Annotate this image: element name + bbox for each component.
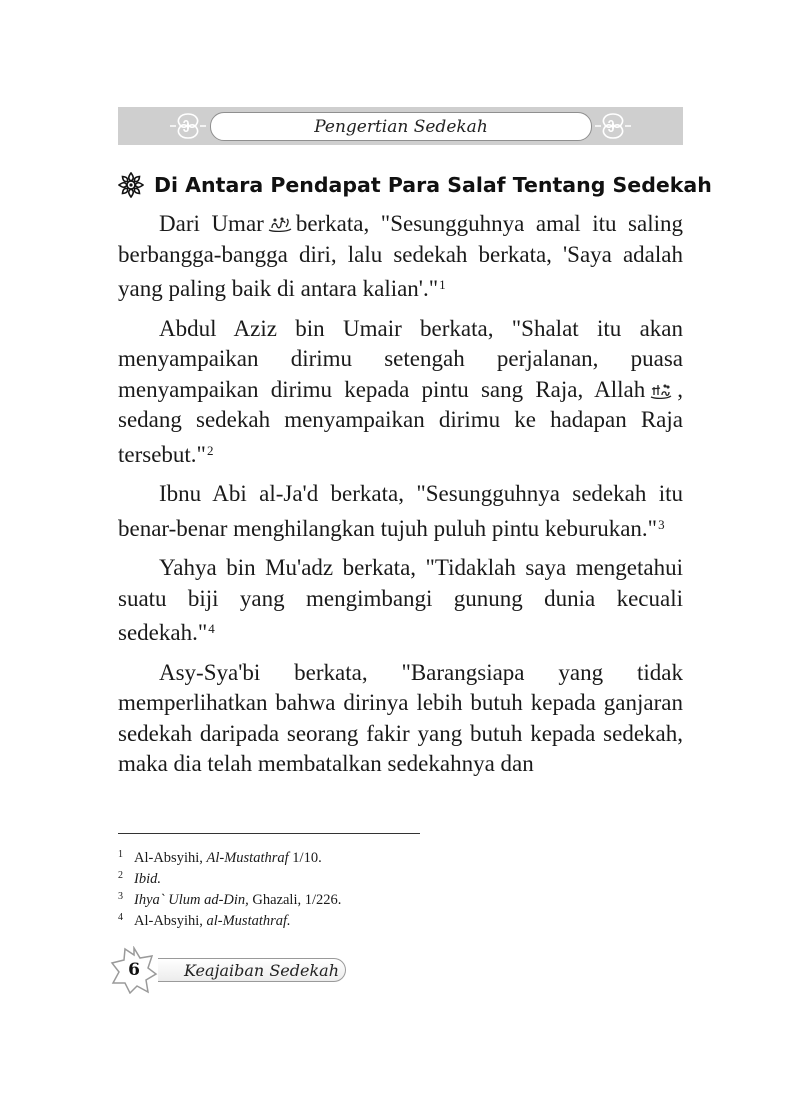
paragraph-text: Abdul Aziz bin Umair berkata, "Shalat itu akan menyampaikan dirimu setengah perjalanan, puasa menyampaikan dirimu kepada pintu sang Raja, Allah (118, 315, 683, 402)
footnote-ref[interactable]: 4 (208, 621, 215, 636)
subhanahu-wa-taala-calligraphy-icon (648, 382, 674, 400)
footnote-source: Ihya` Ulum ad-Din, (134, 892, 249, 908)
footnote-text (134, 848, 322, 869)
paragraph-text: berkata, "Sesungguhnya amal itu saling berbangga-bangga diri, lalu sedekah berkata, 'Saya adalah yang paling baik di antara kalian'." (118, 211, 683, 301)
paragraph-text: Dari Umar (159, 211, 264, 236)
footnote-text (134, 890, 341, 911)
section-heading (118, 168, 718, 202)
footnote-number: 2 (118, 870, 123, 881)
arabesque-ornament-icon (168, 111, 208, 141)
radhiyallahu-anhu-calligraphy-icon (267, 216, 293, 234)
footnote-number: 3 (118, 891, 123, 902)
footnote-item (118, 911, 618, 932)
footnote-text (134, 911, 291, 932)
footnotes (118, 848, 618, 932)
footnote-divider (118, 833, 420, 834)
floral-rosette-icon (118, 172, 144, 198)
paragraph (118, 314, 683, 471)
paragraph (118, 658, 683, 780)
paragraph-text: Yahya bin Mu'adz berkata, "Tidaklah saya mengetahui suatu biji yang mengimbangi gunung dunia kecuali sedekah." (118, 555, 683, 645)
book-title: Keajaiban Sedekah (184, 960, 339, 980)
header-title-pill (210, 112, 592, 141)
paragraph-text: Asy-Sya'bi berkata, "Barangsiapa yang tidak memperlihatkan bahwa dirinya lebih butuh kepada ganjaran sedekah daripada seorang fakir yang butuh kepada sedekah, maka dia telah membatalkan sedekahnya dan (118, 659, 683, 776)
footnote-ref[interactable]: 1 (439, 277, 446, 292)
footnote-source: Ibid. (134, 871, 161, 887)
running-header (118, 107, 683, 145)
footnote-item (118, 890, 618, 911)
footnote-number: 1 (118, 849, 123, 860)
section-title: Di Antara Pendapat Para Salaf Tentang Sedekah (154, 173, 712, 197)
footnote-lead: Al-Absyihi, (134, 850, 203, 866)
footnote-tail: 1/10. (292, 850, 322, 866)
page-footer (110, 946, 350, 994)
paragraph-text: , sedang sedekah menyampaikan dirimu ke hadapan Raja tersebut." (118, 376, 683, 467)
footnote-item (118, 848, 618, 869)
body-text (118, 209, 683, 789)
page-number: 6 (128, 960, 140, 980)
paragraph-text: Ibnu Abi al-Ja'd berkata, "Sesungguhnya sedekah itu benar-benar menghilangkan tujuh puluh pintu keburukan." (118, 481, 683, 541)
arabesque-ornament-icon (593, 111, 633, 141)
paragraph (118, 479, 683, 544)
footnote-ref[interactable]: 2 (206, 442, 214, 458)
paragraph (118, 553, 683, 649)
footnote-text (134, 869, 161, 890)
book-title-pill (158, 958, 346, 982)
paragraph (118, 209, 683, 305)
footnote-source: al-Mustathraf. (206, 913, 291, 929)
footnote-number: 4 (118, 912, 123, 923)
footnote-item (118, 869, 618, 890)
footnote-ref[interactable]: 3 (658, 516, 665, 532)
footnote-source: Al-Mustathraf (206, 850, 289, 866)
running-header-title: Pengertian Sedekah (314, 116, 488, 137)
footnote-tail: Ghazali, 1/226. (252, 892, 342, 908)
footnote-lead: Al-Absyihi, (134, 913, 203, 929)
